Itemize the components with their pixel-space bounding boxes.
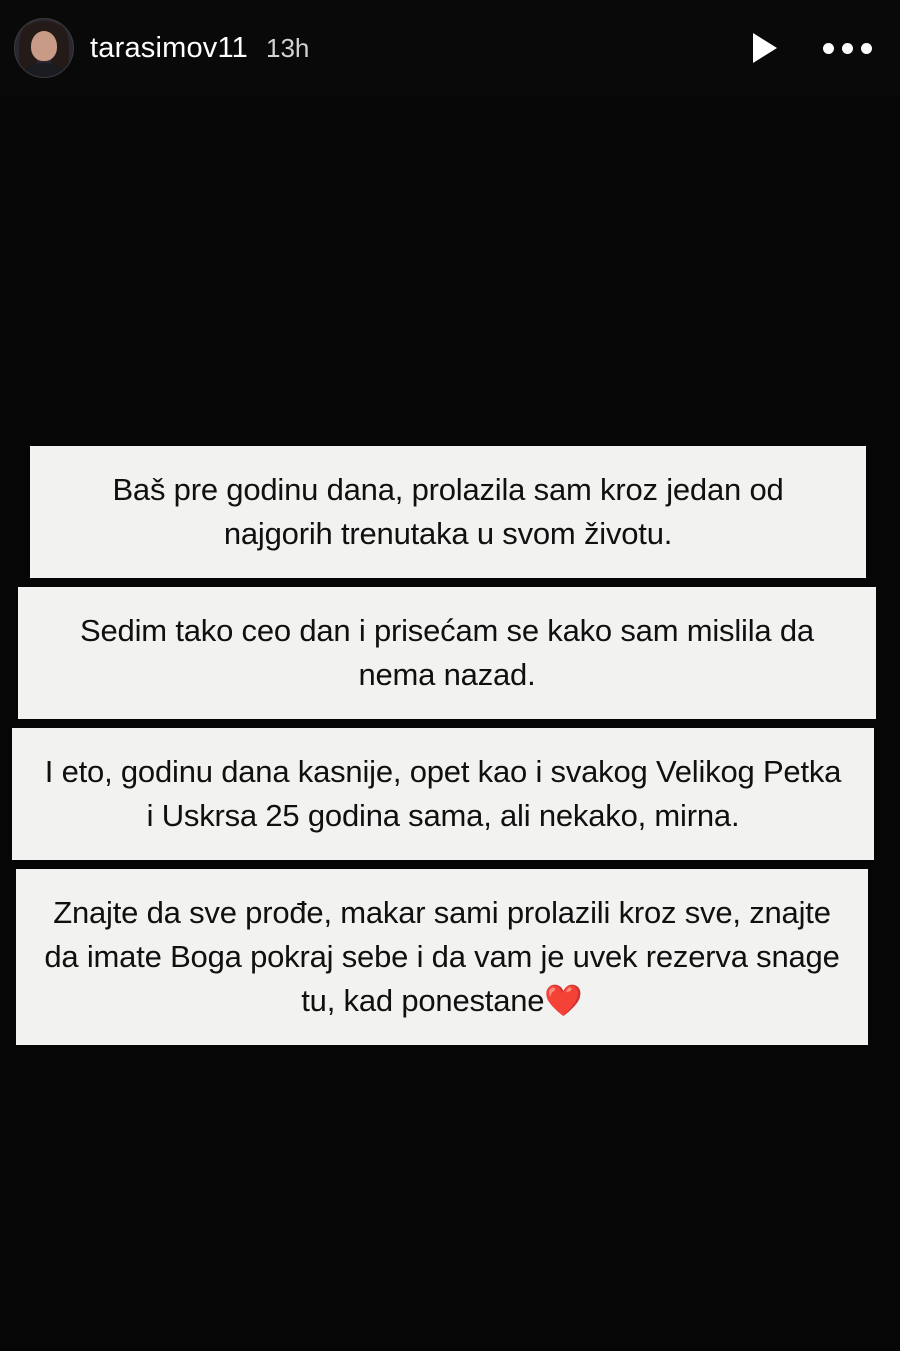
story-header [0,0,900,96]
more-dot-2 [842,43,853,54]
more-dot-3 [861,43,872,54]
caption-stack [0,446,900,1045]
more-dot-1 [823,43,834,54]
caption-block: I eto, godinu dana kasnije, opet kao i svakog Velikog Petka i Uskrsa 25 godina sama, ali nekako, mirna. [12,728,874,860]
heart-icon: ❤️ [544,983,583,1019]
story-header-actions [753,33,872,63]
play-icon[interactable] [753,33,777,63]
avatar[interactable] [14,18,74,78]
caption-text: Znajte da sve prođe, makar sami prolazili kroz sve, znajte da imate Boga pokraj sebe i da vam je uvek rezerva snage tu, kad ponestane [44,895,840,1019]
more-options-icon[interactable] [823,43,872,54]
caption-block: Baš pre godinu dana, prolazila sam kroz jedan od najgorih trenutaka u svom životu. [30,446,866,578]
caption-block [16,869,868,1045]
timestamp-label: 13h [266,32,310,63]
avatar-body [24,63,64,78]
avatar-face [31,31,57,61]
username-label[interactable]: tarasimov11 [90,31,249,64]
caption-block: Sedim tako ceo dan i prisećam se kako sam mislila da nema nazad. [18,587,876,719]
